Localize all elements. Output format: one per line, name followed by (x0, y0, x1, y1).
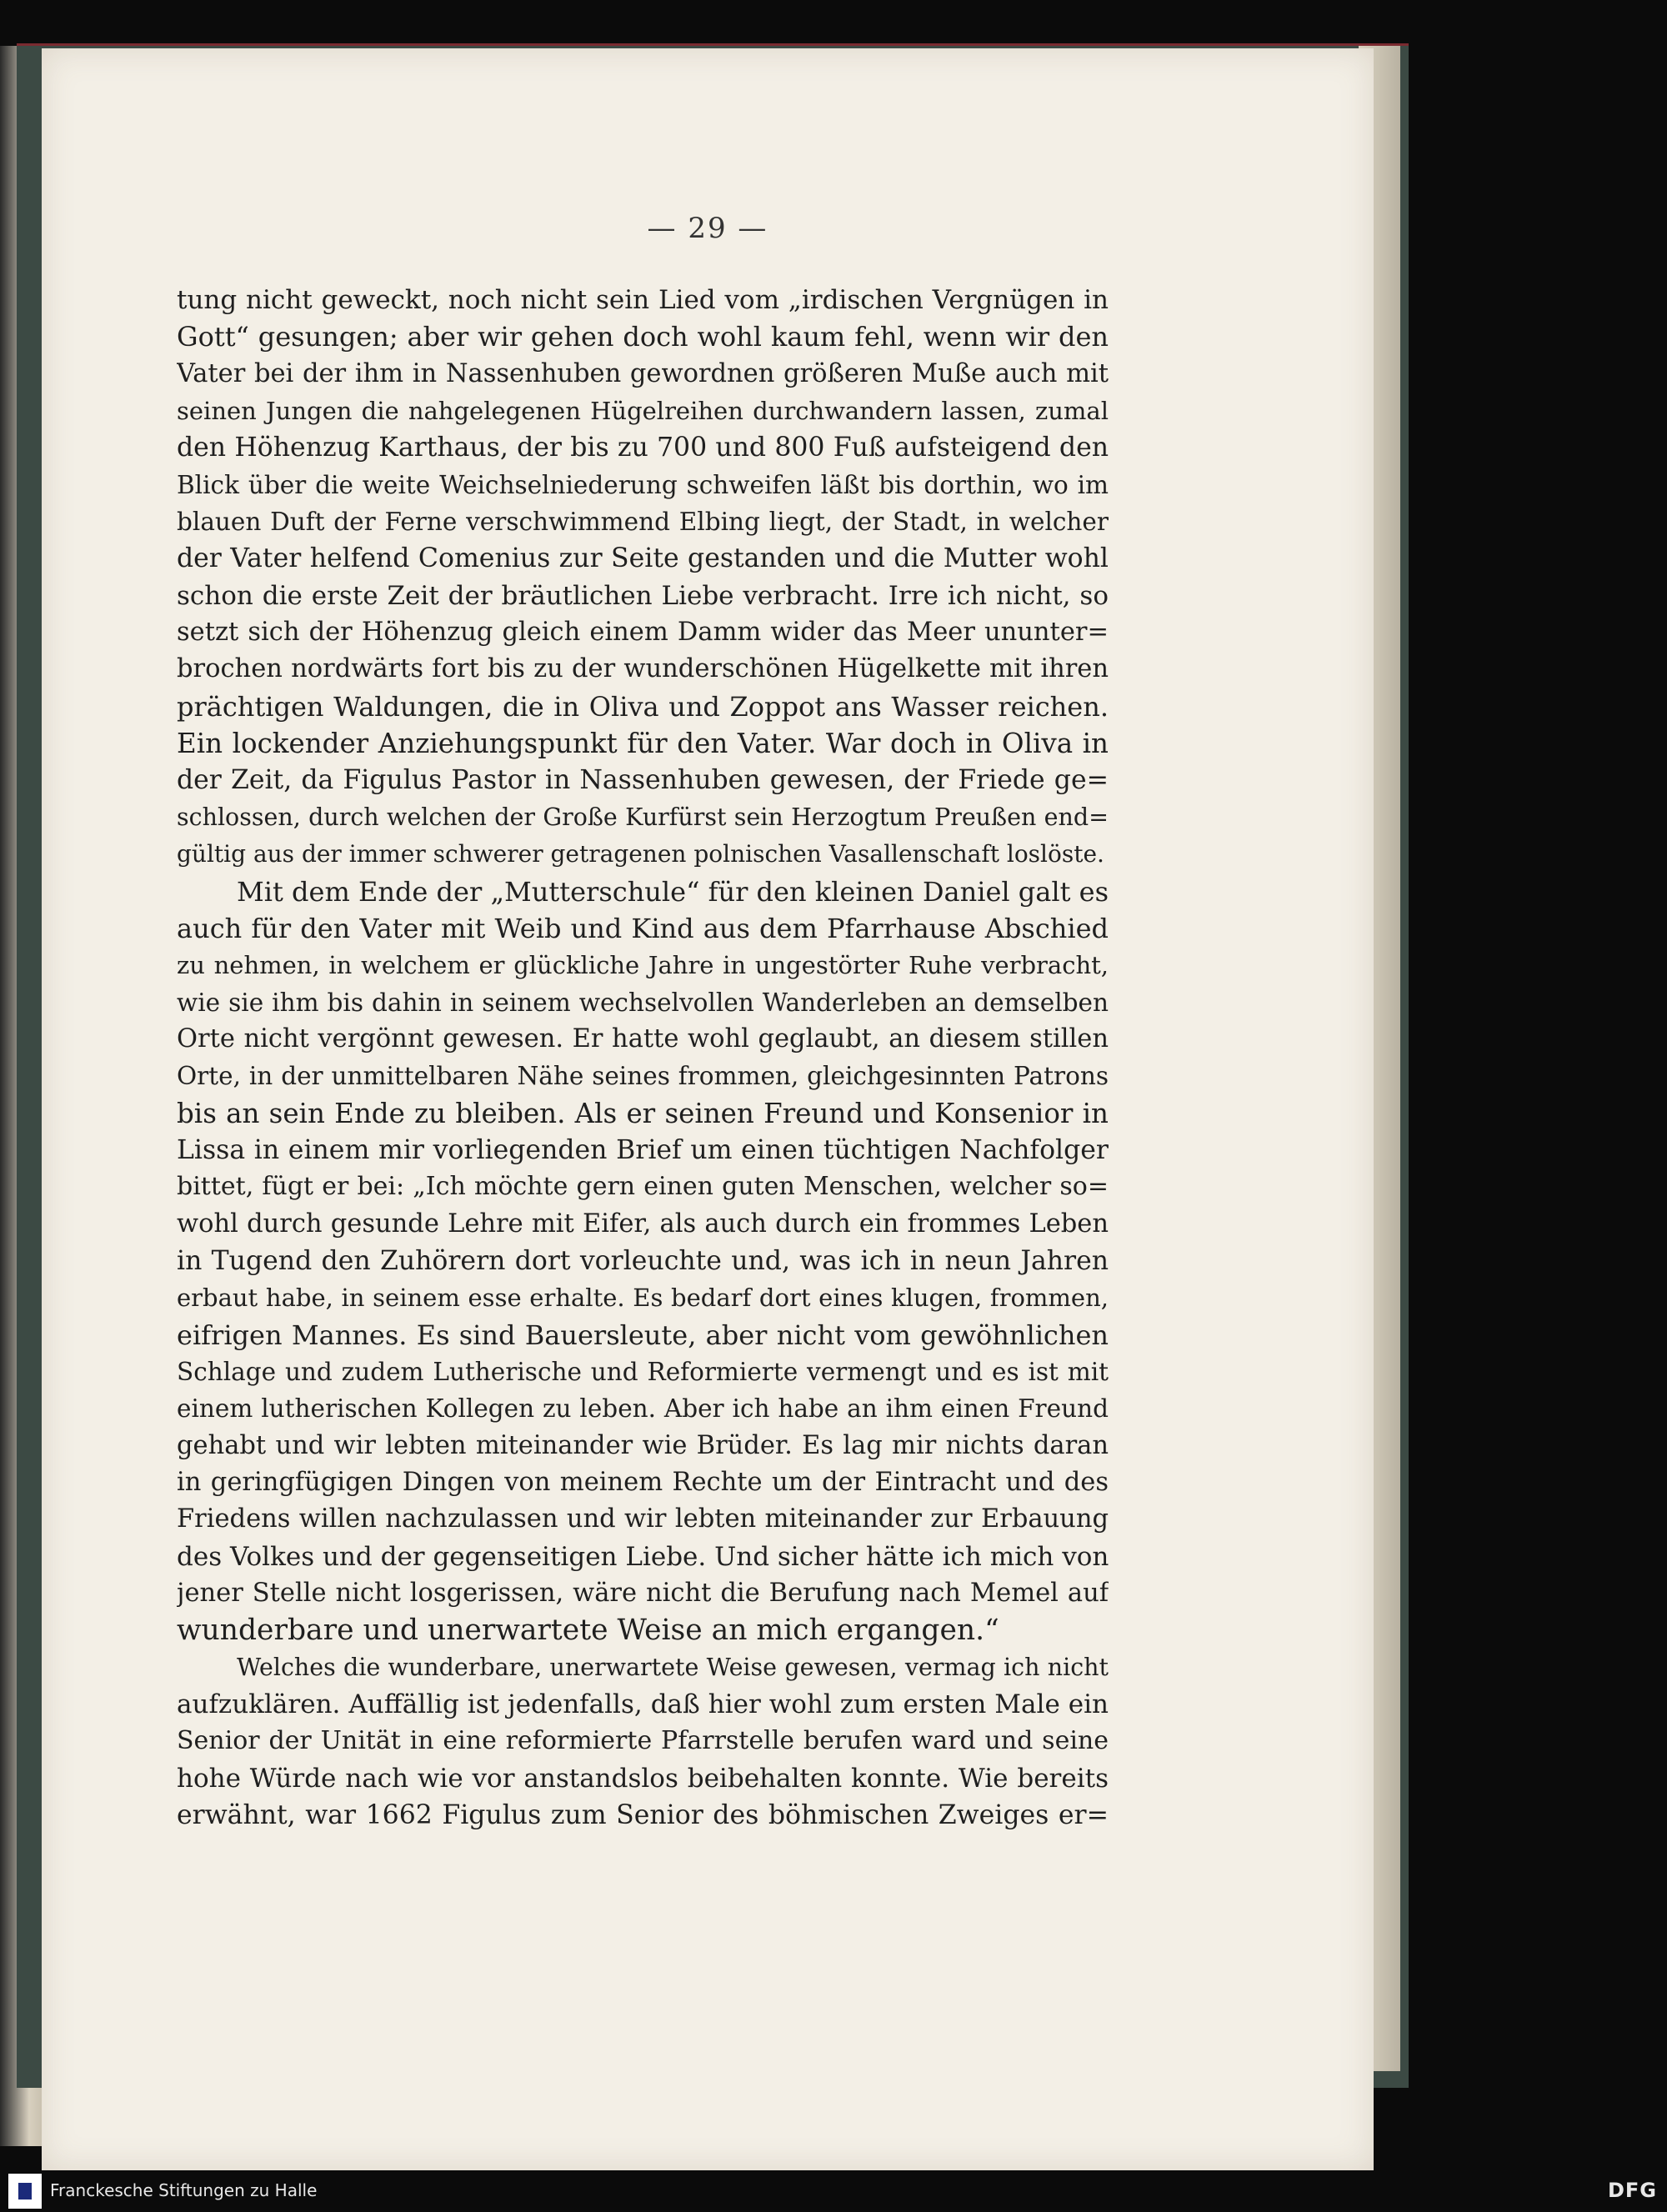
text-line: gültig aus der immer schwerer getragenen polnischen Vasallenschaft loslöste. (177, 840, 1104, 868)
institution-logo-icon (8, 2174, 42, 2209)
text-line: bittet, fügt er bei: „Ich möchte gern einen guten Menschen, welcher so= (177, 1172, 1109, 1202)
text-line: Blick über die weite Weichselniederung schweifen läßt bis dorthin, wo im (177, 470, 1109, 499)
body-text (177, 282, 1109, 1834)
text-line: aufzuklären. Auffällig ist jedenfalls, daß hier wohl zum ersten Male ein (177, 1689, 1109, 1720)
text-line: in geringfügigen Dingen von meinem Rechte um der Eintracht und des (177, 1468, 1109, 1497)
text-line: jener Stelle nicht losgerissen, wäre nicht die Berufung nach Memel auf (177, 1579, 1109, 1609)
text-line: erwähnt, war 1662 Figulus zum Senior des böhmischen Zweiges er= (177, 1800, 1109, 1831)
text-line: Vater bei der ihm in Nassenhuben gewordnen größeren Muße auch mit (177, 358, 1109, 388)
text-line: Welches die wunderbare, unerwartete Weise gewesen, vermag ich nicht (237, 1653, 1109, 1681)
text-line: zu nehmen, in welchem er glückliche Jahre in ungestörter Ruhe verbracht, (177, 951, 1109, 980)
text-line: brochen nordwärts fort bis zu der wunderschönen Hügelkette mit ihren (177, 654, 1109, 684)
text-line: seinen Jungen die nahgelegenen Hügelreihen durchwandern lassen, zumal (177, 397, 1109, 426)
text-line: schlossen, durch welchen der Große Kurfürst sein Herzogtum Preußen end= (177, 803, 1109, 831)
text-line: tung nicht geweckt, noch nicht sein Lied vom „irdischen Vergnügen in (177, 285, 1109, 315)
text-line: Ein lockender Anziehungspunkt für den Vater. War doch in Oliva in (177, 728, 1109, 760)
text-line: bis an sein Ende zu bleiben. Als er seinen Freund und Konsenior in (177, 1097, 1109, 1129)
text-line: auch für den Vater mit Weib und Kind aus dem Pfarrhause Abschied (177, 912, 1109, 944)
text-line: hohe Würde nach wie vor anstandslos beibehalten konnte. Wie bereits (177, 1763, 1109, 1794)
text-line: prächtigen Waldungen, die in Oliva und Zoppot ans Wasser reichen. (177, 690, 1109, 723)
text-line: erbaut habe, in seinem esse erhalte. Es bedarf dort eines klugen, frommen, (177, 1284, 1109, 1313)
text-line: Orte nicht vergönnt gewesen. Er hatte wohl geglaubt, an diesem stillen (177, 1023, 1109, 1053)
text-line: Lissa in einem mir vorliegenden Brief um einen tüchtigen Nachfolger (177, 1134, 1109, 1165)
text-line: der Vater helfend Comenius zur Seite gestanden und die Mutter wohl (177, 543, 1109, 574)
viewer-footer (0, 2170, 1667, 2212)
text-line: in Tugend den Zuhörern dort vorleuchte und, was ich in neun Jahren (177, 1245, 1109, 1276)
text-line: Mit dem Ende der „Mutterschule“ für den kleinen Daniel galt es (237, 875, 1109, 908)
text-line: des Volkes und der gegenseitigen Liebe. Und sicher hätte ich mich von (177, 1541, 1109, 1572)
text-line: blauen Duft der Ferne verschwimmend Elbing liegt, der Stadt, in welcher (177, 508, 1109, 537)
text-line: wohl durch gesunde Lehre mit Eifer, als auch durch ein frommes Leben (177, 1209, 1109, 1239)
text-line: eifrigen Mannes. Es sind Bauersleute, aber nicht vom gewöhnlichen (177, 1319, 1109, 1351)
text-line: den Höhenzug Karthaus, der bis zu 700 und 800 Fuß aufsteigend den (177, 433, 1109, 463)
institution-name: Franckesche Stiftungen zu Halle (50, 2180, 318, 2200)
text-line: Senior der Unität in eine reformierte Pfarrstelle berufen ward und seine (177, 1726, 1109, 1756)
text-line: Schlage und zudem Lutherische und Reformierte vermengt und es ist mit (177, 1357, 1109, 1386)
text-line: Friedens willen nachzulassen und wir lebten miteinander zur Erbauung (177, 1504, 1109, 1534)
text-line: gehabt und wir lebten miteinander wie Brüder. Es lag mir nichts daran (177, 1430, 1109, 1460)
page-number: — 29 — (647, 212, 768, 245)
text-line: wunderbare und unerwartete Weise an mich ergangen.“ (177, 1614, 999, 1648)
text-line: wie sie ihm bis dahin in seinem wechselvollen Wanderleben an demselben (177, 988, 1109, 1017)
text-line: Gott“ gesungen; aber wir gehen doch wohl kaum fehl, wenn wir den (177, 321, 1109, 353)
text-line: setzt sich der Höhenzug gleich einem Damm wider das Meer ununter= (177, 618, 1109, 648)
dfg-logo: DFG (1607, 2179, 1657, 2202)
book-page (42, 48, 1374, 2170)
text-line: der Zeit, da Figulus Pastor in Nassenhuben gewesen, der Friede ge= (177, 765, 1109, 796)
text-line: einem lutherischen Kollegen zu leben. Aber ich habe an ihm einen Freund (177, 1394, 1109, 1424)
text-line: Orte, in der unmittelbaren Nähe seines frommen, gleichgesinnten Patrons (177, 1062, 1109, 1091)
text-line: schon die erste Zeit der bräutlichen Liebe verbracht. Irre ich nicht, so (177, 580, 1109, 611)
